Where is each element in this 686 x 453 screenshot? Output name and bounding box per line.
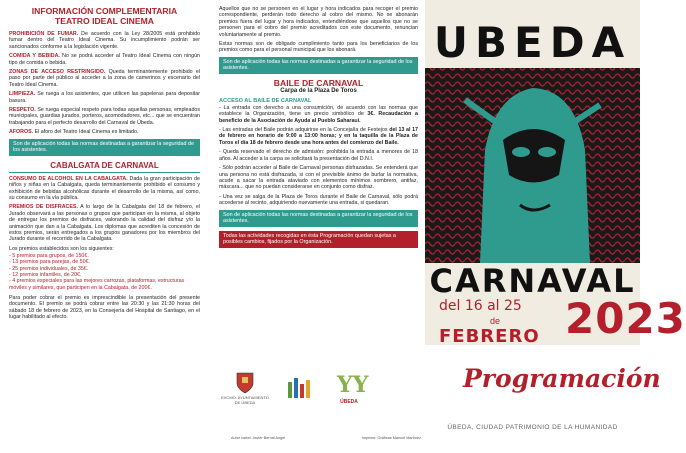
svg-text:YY: YY [337, 372, 369, 398]
access-admission: - Queda reservado el derecho de admisión: prohibida la entrada a menores de 18 años. Al acceder a la carpa se solicitará la presentación del D.N.I. [219, 149, 418, 162]
cabalgata-title: CABALGATA DE CARNAVAL [9, 161, 200, 173]
patrimonio-logo: YY ÚBEDA [327, 368, 371, 405]
mandatory-text: Estas normas son de obligado cumplimiento tanto para los beneficiarios de los premios como para el personal municipal que los abonará. [219, 41, 418, 54]
heritage-mark-icon [335, 368, 369, 398]
access-tickets: - Las entradas del Baile podrán adquirirse en la Concejalía de Festejos del 13 al 17 de febrero en horario de 9:00 a 13:00 horas; y en la taquilla de la Plaza de Toros el día 18 de febrero desde una hora antes del comienzo del Baile. [219, 127, 418, 146]
safety-note: Son de aplicación todas las normas destinadas a garantizar la seguridad de los asistentes. [219, 57, 418, 74]
event-month: FEBRERO [439, 326, 540, 347]
dates-de: de [490, 316, 501, 326]
rule-restricted: ZONAS DE ACCESO RESTRINGIDO. Queda terminantemente prohibido el paso por parte del público al acceder a la zona de camerinos y escenario del Teatro Ideal Cinema. [9, 69, 201, 88]
printer-credit: Imprime: Gráficas Manuel Martínez [361, 436, 421, 440]
list-item: - 5 premios para grupos, de 150€. [9, 253, 89, 260]
access-price: - La entrada con derecho a una consumición, de acuerdo con las normas que establece la Organización, tiene un precio simbólico de 3€. Recaudación a beneficio de la Asociación de Ayuda al Pueblo Saharaui. [219, 104, 418, 124]
list-item: - 12 premios infantiles, de 20€. [9, 272, 82, 279]
shield-icon [236, 372, 254, 394]
left-column [0, 0, 208, 453]
prize-collection: Para poder cobrar el premio es imprescindible la presentación del presente documento. El premio se podrá cobrar entre las 20:30 y las 21:30 horas del sábado 18 de febrero de 2023, en la Consejería del Hospital de Santiago, en el lugar habilitado al efecto. [9, 294, 200, 321]
changes-note: Todas las actividades recogidas en ésta Programación quedan sujetas a posibles cambios, fijados por la Organización. [219, 231, 418, 248]
rule-food: COMIDA Y BEBIDA. No se podrá acceder al Teatro Ideal Cinema con ningún tipo de comida o bebida. [9, 53, 200, 66]
event-dates: del 16 al 25 [439, 298, 522, 314]
cover-panel [425, 0, 686, 453]
middle-column [213, 0, 424, 453]
info-title: INFORMACIÓN COMPLEMENTARIA [31, 6, 178, 16]
list-item: - 13 premios para parejas, de 50€. [9, 259, 90, 266]
rule-prizes: PREMIOS DE DISFRACES. A lo largo de la Cabalgata del 18 de febrero, el Jurado observará a las personas o grupos que participan en la misma, al objeto de entregar los premios de disfraces, valorando la calidad del disfraz y/o la animación que dan a la Cabalgata. Los diplomas que acrediten la concesión de estos premios, serán entregados a los grupos ganadores por los miembros del Jurado durante el recorrido de la Cabalgata. [9, 204, 201, 243]
baile-subtitle: Carpa de la Plaza De Toros [280, 87, 357, 94]
access-costume: - Sólo podrán acceder al Baile de Carnaval personas disfrazadas. Se entenderá que una persona no está disfrazada, si con el previsible ánimo de burlar la normativa, acude a sacar la entrada ataviado con elementos mínimos sombrero, antifaz, máscara... que no puedan considerarse en conjunto como disfraz. [219, 165, 418, 191]
baile-title: BAILE DE CARNAVAL [273, 77, 364, 88]
sponsor-logos [219, 364, 419, 432]
programacion-title: Programación [463, 364, 661, 393]
carnival-poster [425, 0, 686, 347]
safety-note-2: Son de aplicación todas las normas destinadas a garantizar la seguridad de los asistentes. [219, 210, 418, 227]
access-reentry: - Una vez se salga de la Plaza de Toros durante el Baile de Carnaval, sólo podrá accederse al recinto, adquiriendo nuevamente una entrada, si quedaran. [219, 193, 418, 207]
event-title: CARNAVAL [429, 262, 636, 300]
rule-respect: RESPETO. Se ruega especial respeto para todas aquellas personas, empleados municipales, guardias jurados, porteros, acomodadores, etc... que se encuentran trabajando para el perfecto desarrollo del Carnaval de Úbeda. [9, 107, 200, 126]
safety-note: Son de aplicación todas las normas destinadas a garantizar la seguridad de los asistentes. [9, 139, 200, 156]
prizes-intro: Los premios establecidos son los siguientes: [9, 245, 114, 252]
heritage-tagline: ÚBEDA, CIUDAD PATRIMONIO DE LA HUMANIDAD [447, 424, 618, 431]
prize-list [9, 253, 200, 291]
tourism-mark-icon [286, 372, 316, 400]
ayuntamiento-logo: EXCMO. AYUNTAMIENTO DE ÚBEDA [219, 372, 271, 405]
rule-capacity: AFOROS. El aforo del Teatro Ideal Cinema es limitado. [9, 129, 139, 136]
rule-cleaning: LIMPIEZA. Se ruega a los asistentes, que utilicen las papeleras para depositar basura. [9, 91, 200, 104]
list-item: - 4 premios especiales para las mejores carrozas, plataformas, estructuras móviles y similares, que participen en la Cabalgata, de 200€. [9, 278, 185, 291]
rule-alcohol: CONSUMO DE ALCOHOL EN LA CABALGATA. Dada la gran participación de niños y niñas en la Cabalgata, queda terminantemente prohibido el consumo y exhibición de bebidas alcohólicas durante el desarrollo de la misma, así como, su consumo en la vía pública. [9, 175, 200, 201]
city-title: UBEDA [433, 18, 632, 67]
teatro-title: TEATRO IDEAL CINEMA [55, 16, 154, 26]
prize-loss-text: Aquellos que no se personen en el lugar y hora indicados para recoger el premio correspondiente, perderán todo derecho al cobro del mismo. No se abonarán premios fuera del lugar y hora indicados, entendiéndose que aquellos que no se personen para el cobro del premio acreditados con este documento, renuncian voluntariamente al premio. [219, 6, 418, 38]
list-item: - 25 premios individuales, de 35€. [9, 265, 89, 272]
event-year: 2023 [565, 294, 686, 343]
author-credit: Autor cartel: Javier Bernal Angel [231, 436, 286, 440]
rule-smoking: PROHIBICIÓN DE FUMAR. De acuerdo con la Ley 28/2005 está prohibido fumar dentro del Teatro Ideal Cinema. Su incumplimiento podrán ser sancionados conforme a la legislación vigente. [9, 31, 200, 50]
tourism-logo [281, 372, 321, 401]
credits [231, 436, 421, 440]
access-title: ACCESO AL BAILE DE CARNAVAL [219, 97, 312, 104]
